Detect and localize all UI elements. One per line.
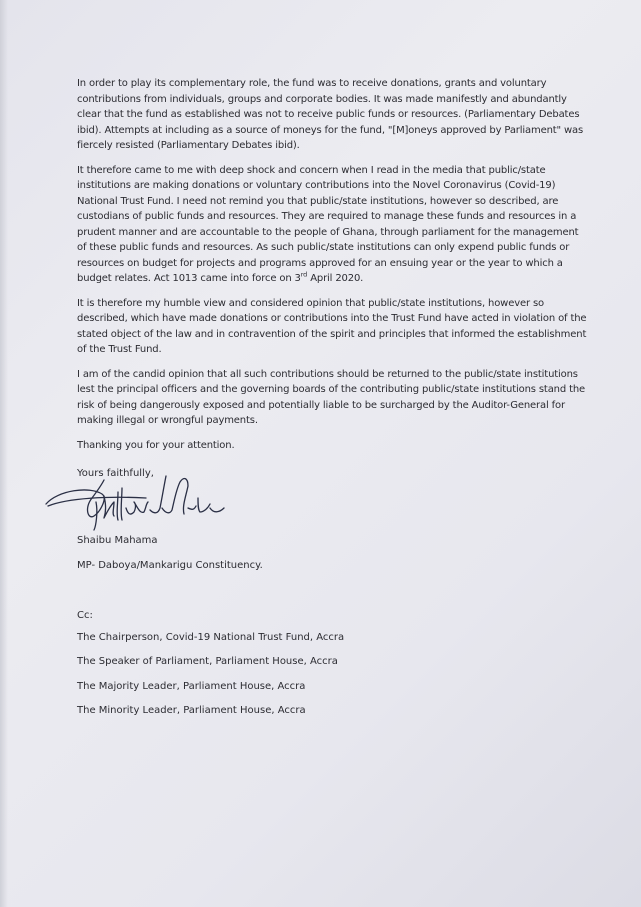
paragraph-1: In order to play its complementary role, the fund was to receive donations, grants and voluntary contributions from individuals, groups and corporate bodies. It was made manifestly and abundantly clear that the fund as established was not to receive public funds or resources. (Parliamentary Debates ibid). Attempts at including as a source of moneys for the fund, "[M]oneys approved by Parliament" was fiercely resisted (Parliamentary Debates ibid).	[77, 78, 584, 151]
paragraph-5: Thanking you for your attention.	[77, 439, 235, 451]
cc-item-3: The Majority Leader, Parliament House, Accra	[77, 681, 306, 692]
handwritten-signature	[38, 468, 258, 534]
date-day: 3	[294, 273, 301, 284]
cc-item-4: The Minority Leader, Parliament House, Accra	[77, 705, 306, 716]
paragraph-3: It is therefore my humble view and considered opinion that public/state institutions, however so described, which have made donations or contributions into the Trust Fund have acted in violation of the stated object of the law and in contravention of the spirit and principles that informed the establishment of the Trust Fund.	[77, 297, 587, 355]
date-rest: April 2020.	[310, 273, 364, 284]
date-suffix: rd	[300, 270, 308, 279]
signatory-title: MP- Daboya/Mankarigu Constituency.	[77, 560, 263, 571]
page-shadow-edge	[0, 0, 8, 907]
paragraph-2-text: It therefore came to me with deep shock and concern when I read in the media that public/state institutions are making donations or voluntary contributions into the Novel Coronavirus (Covid-19) National Trust Fund. I need not remind you that public/state institutions, however so described, are custodians of public funds and resources. They are required to manage these funds and resources in a prudent manner and are accountable to the people of Ghana, through parliament for the management of these public funds and resources. As such public/state institutions can only expend public funds or resources on budget for projects and programs approved for an ensuing year or the year to which a budget relates. Act 1013 came into force on	[77, 164, 579, 284]
cc-item-2: The Speaker of Parliament, Parliament House, Accra	[77, 656, 338, 667]
paragraph-4: I am of the candid opinion that all such contributions should be returned to the public/state institutions lest the principal officers and the governing boards of the contributing public/state institutions stand the risk of being dangerously exposed and potentially liable to be surcharged by the Auditor-General for making illegal or wrongful payments.	[77, 368, 586, 426]
cc-item-1: The Chairperson, Covid-19 National Trust Fund, Accra	[77, 632, 345, 643]
cc-label: Cc:	[77, 610, 93, 621]
signatory-name: Shaibu Mahama	[77, 535, 158, 546]
closing: Yours faithfully,	[77, 468, 154, 479]
paragraph-2	[77, 163, 587, 287]
letter-body	[77, 76, 587, 462]
